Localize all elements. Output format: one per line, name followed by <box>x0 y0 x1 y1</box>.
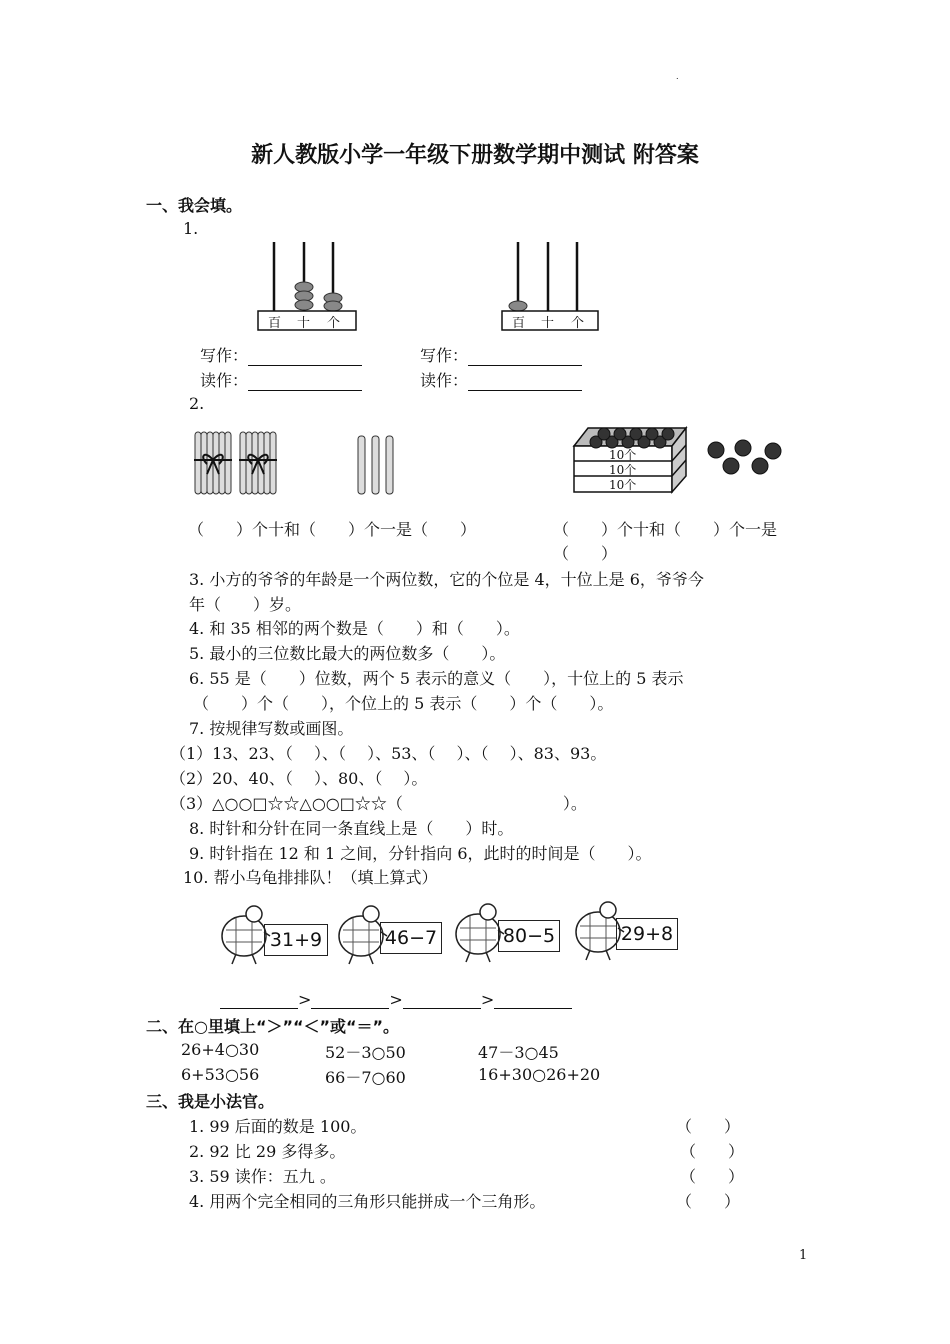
q2-left-text: （ ）个十和（ ）个一是（ ） <box>188 520 477 539</box>
write-label: 写作： <box>420 346 469 365</box>
judge-item-4: 4. 用两个完全相同的三角形只能拼成一个三角形。 <box>189 1192 546 1211</box>
turtle-4-card: 29+8 <box>616 918 678 950</box>
section-1-heading: 一、我会填。 <box>146 196 243 215</box>
write-label: 写作： <box>200 346 249 365</box>
section-2-heading: 二、在○里填上“＞”“＜”或“＝”。 <box>146 1017 400 1036</box>
compare-5: 66－7○60 <box>325 1068 406 1087</box>
box-label-1: 10个 <box>609 448 637 462</box>
compare-4: 6+53○56 <box>181 1065 260 1084</box>
q7-part-1: （1）13、23、（ ）、（ ）、53、（ ）、（ ）、83、93。 <box>170 744 607 763</box>
q8: 8. 时针和分针在同一条直线上是（ ）时。 <box>189 819 514 838</box>
q5: 5. 最小的三位数比最大的两位数多（ ）。 <box>189 644 506 663</box>
read-label: 读作： <box>420 371 469 390</box>
q10: 10. 帮小乌龟排排队！（填上算式） <box>183 868 438 887</box>
judge-paren-4[interactable]: （ ） <box>676 1192 741 1211</box>
q2-right-text-2: （ ） <box>553 544 618 563</box>
box-label-3: 10个 <box>609 478 637 492</box>
abacus-1-label-hundreds: 百 <box>268 316 282 331</box>
judge-paren-2[interactable]: （ ） <box>680 1142 745 1161</box>
order-slot-1[interactable] <box>220 994 298 1009</box>
page-mark: . <box>676 72 679 81</box>
turtle-2-card: 46−7 <box>380 922 442 954</box>
greater-sign-1: > <box>298 990 312 1009</box>
compare-1: 26+4○30 <box>181 1040 260 1059</box>
box-label-2: 10个 <box>609 463 637 477</box>
q2-right-text-1: （ ）个十和（ ）个一是 <box>553 520 778 539</box>
page-title: 新人教版小学一年级下册数学期中测试 附答案 <box>251 143 699 168</box>
section-3-heading: 三、我是小法官。 <box>146 1092 275 1111</box>
ball-box-figure <box>0 0 950 520</box>
compare-3: 47－3○45 <box>478 1043 559 1062</box>
q4: 4. 和 35 相邻的两个数是（ ）和（ ）。 <box>189 619 520 638</box>
judge-paren-1[interactable]: （ ） <box>676 1117 741 1136</box>
turtle-3-card: 80−5 <box>498 920 560 952</box>
judge-item-2: 2. 92 比 29 多得多。 <box>189 1142 346 1161</box>
order-slot-3[interactable] <box>403 994 481 1009</box>
q3-line-1: 3. 小方的爷爷的年龄是一个两位数，它的个位是 4，十位上是 6，爷爷今 <box>189 570 704 589</box>
compare-6: 16+30○26+20 <box>478 1065 601 1084</box>
greater-sign-3: > <box>480 990 495 1009</box>
abacus-2-label-tens: 十 <box>541 316 555 331</box>
q6-line-2: （ ）个（ ），个位上的 5 表示（ ）个（ ）。 <box>193 694 614 713</box>
q2-number: 2. <box>189 394 205 413</box>
q10-order-line <box>220 990 572 1009</box>
compare-2: 52－3○50 <box>325 1043 406 1062</box>
judge-paren-3[interactable]: （ ） <box>680 1167 745 1186</box>
order-slot-4[interactable] <box>494 994 572 1009</box>
q9: 9. 时针指在 12 和 1 之间，分针指向 6，此时的时间是（ ）。 <box>189 844 652 863</box>
judge-item-3: 3. 59 读作：五九 。 <box>189 1167 336 1186</box>
q6-line-1: 6. 55 是（ ）位数，两个 5 表示的意义（ ），十位上的 5 表示 <box>189 669 684 688</box>
page-number: 1 <box>799 1248 808 1263</box>
abacus-1-label-tens: 十 <box>297 316 311 331</box>
q1-number: 1. <box>183 219 199 238</box>
turtle-1-card: 31+9 <box>264 924 328 956</box>
judge-item-1: 1. 99 后面的数是 100。 <box>189 1117 367 1136</box>
read-label: 读作： <box>200 371 249 390</box>
abacus-2-label-ones: 个 <box>571 316 585 331</box>
q7: 7. 按规律写数或画图。 <box>189 719 354 738</box>
q7-part-2: （2）20、40、（ ）、80、（ ）。 <box>170 769 428 788</box>
order-slot-2[interactable] <box>311 994 389 1009</box>
abacus-1-label-ones: 个 <box>327 316 341 331</box>
greater-sign-2: > <box>389 990 403 1009</box>
abacus-2-label-hundreds: 百 <box>512 316 526 331</box>
q7-part-3: （3）△○○□☆☆△○○□☆☆（ ）。 <box>170 794 587 813</box>
q3-line-2: 年（ ）岁。 <box>189 595 302 614</box>
